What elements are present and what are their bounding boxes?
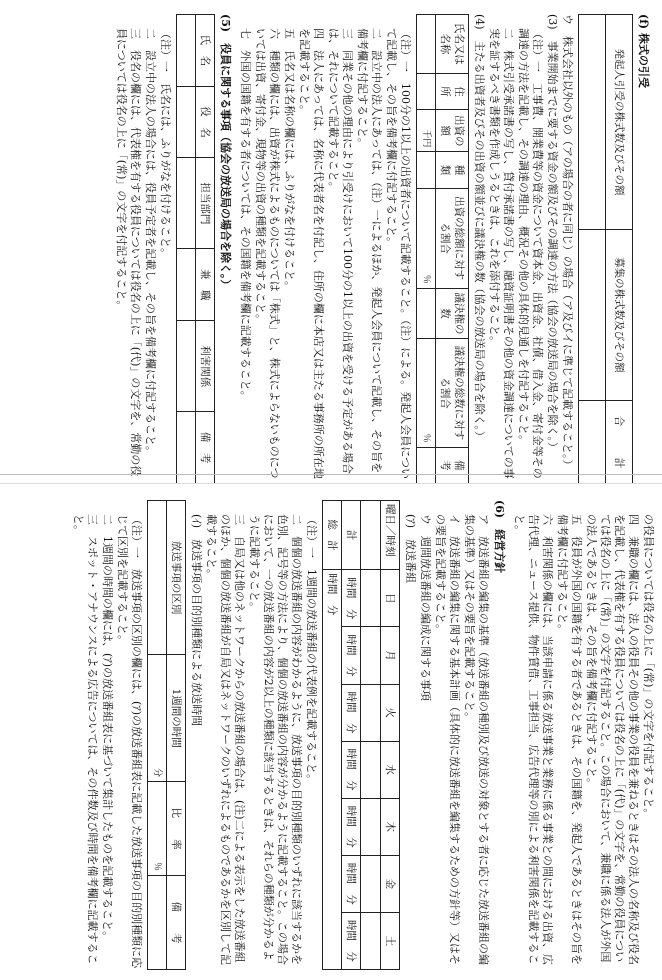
investor-note-3: 三 同業その他の理由により引受けにおいて100分の1以上の出資を受ける予定がある場合は、それについて記載すること。 xyxy=(327,28,354,474)
purpose-cell xyxy=(148,501,167,655)
officer-note-2: 二 設立中の法人の場合には、役員予定者を記載し、その旨を備考欄に付記すること。 xyxy=(144,28,157,457)
schedule-cell xyxy=(361,570,381,627)
officers-col-interest: 利害関係 xyxy=(196,321,215,412)
investors-col-share-ratio: 出資の総額に対する割合 xyxy=(436,188,469,288)
schedule-total-wed: 時間 分 xyxy=(342,741,361,798)
purpose-table xyxy=(147,500,186,970)
officers-heading: (5) 役員に関する事項（協会の放送局の場合を除く。） xyxy=(219,14,232,291)
day-fri: 金 xyxy=(381,855,400,912)
investors-col-vote-ratio: 議決権の総数に対する割合 xyxy=(436,339,469,447)
investor-note-7: 七 外国の国籍を有する者については、その国籍を備考欄に記載すること。 xyxy=(239,28,252,402)
day-sun: 日 xyxy=(381,570,400,627)
shares-cell xyxy=(579,15,606,230)
purpose-note-1: （注）一 放送事項の区別の欄には、(ｱ)の放送番組表に記載した放送事項の目的別種類に応じて区別を記載すること。 xyxy=(116,514,143,969)
purpose-note-3: 三 スポット・アナウンスによる広告については、その件数及び時間を備考欄に記載すること。 xyxy=(72,514,99,965)
schedule-corner-time: 時刻 xyxy=(384,535,396,557)
officers-col-title: 役 名 xyxy=(196,86,215,158)
page-bottom-half xyxy=(0,486,662,969)
carry-line: の役員については役名の上に「(常)」の文字を付記すること。 xyxy=(642,514,655,820)
management-heading: (6) 経営方針 xyxy=(493,500,506,574)
schedule-cell xyxy=(361,855,381,912)
schedule-note-2: 二 個個の放送番組の内容がわかるように、放送事項の目的別種類のいずれに該当するかを色別、記号等の方法により、個個の放送番組の内容が分かるように記載すること。この場合において、一の放送番組の内容が2以上の種類に該当するときは、それらの種類が分かるように記載すること。 xyxy=(248,514,303,965)
schedule-total-thu: 時間 分 xyxy=(342,798,361,855)
schedule-total-mon: 時間 分 xyxy=(342,627,361,684)
investor-note-5: 五 氏名又は名称の欄には、ふりがなを付けること。 xyxy=(283,28,296,292)
day-mon: 月 xyxy=(381,627,400,684)
investors-cell xyxy=(417,73,436,109)
carry-note-5: 五 役員が外国の国籍を有する者であるときは、その国籍を、発起人であるときはその旨を備考欄に付記すること。 xyxy=(556,514,583,965)
programs-subheading: (ｱ) 放送番組 xyxy=(404,514,417,584)
page-top-half xyxy=(0,0,662,482)
investors-col-address: 住 所 xyxy=(436,73,469,109)
day-wed: 水 xyxy=(381,741,400,798)
schedule-cell xyxy=(361,684,381,741)
schedule-cell xyxy=(361,501,381,570)
day-tue: 火 xyxy=(381,684,400,741)
officers-col-department: 担当部門 xyxy=(196,158,215,249)
schedule-grand-label: 総 計 xyxy=(323,501,342,570)
officer-note-1: （注）一 氏名には、ふりがなを付けること。 xyxy=(159,28,172,259)
officers-cell xyxy=(177,412,196,484)
schedule-cell xyxy=(361,741,381,798)
day-thu: 木 xyxy=(381,798,400,855)
purpose-col-category: 放送事項の区別 xyxy=(167,501,186,655)
shares-col-total: 合 計 xyxy=(606,400,633,483)
shares-table xyxy=(578,14,633,484)
investors-col-votes: 議決権の数 xyxy=(436,288,469,339)
unit-percent: ％ xyxy=(417,188,436,288)
purpose-note-2: 二 1週間の時間の欄には、(ｱ)の放送番組表に基づいて集計したものを記載すること。 xyxy=(101,514,114,943)
officer-note-3: 三 役名の欄には、代表権を有する役員については役名の上に「(代)」の文字を、常勤の役員については役名の上に「(常)」の文字を付記すること。 xyxy=(115,28,142,477)
page-fold-divider xyxy=(0,474,662,484)
bottom-half-content xyxy=(0,486,662,980)
purpose-unit-minutes: 分 xyxy=(148,655,167,782)
schedule-total-label: 計 xyxy=(342,501,361,570)
officers-table xyxy=(176,14,215,484)
investors-cell xyxy=(417,288,436,339)
investors-col-name: 氏名又は名称 xyxy=(436,15,469,74)
officers-cell xyxy=(177,249,196,321)
purpose-col-weekly-time: 1週間の時間 xyxy=(167,655,186,782)
funding-note-1: （注）一 工事費、開業費等の資金について資本金、出資金、社債、借入金、寄付金等その調達の方法を記載し、その調達の理由、概況その他の具体的見通しを付記すること。 xyxy=(517,28,544,479)
shares-col-founders: 発起人引受の株式数及びその額 xyxy=(606,15,633,230)
management-item-u: ウ 週間放送番組の編成に関する事項 xyxy=(419,514,432,701)
investor-note-4: 四 法人にあっては、名称に代表者名を付記し、住所の欄に本店又は主たる事務所の所在地を記載すること。 xyxy=(298,28,325,479)
officers-col-remarks: 備 考 xyxy=(196,412,215,484)
carry-note-6: 六 利害関係の欄には、当該申請に係る放送事業と業務に係る事業との間における出資、広告代理、ニュース提供、物件賃借、工事担当、広告代理等の別による利害関係を記載すること。 xyxy=(513,514,554,965)
management-item-i: イ 放送番組の編集に関する基本計画（具体的に放送番組を編集するための方針等）又はその要旨を記載すること。 xyxy=(434,514,461,965)
schedule-corner: 曜日／時刻 xyxy=(381,501,400,570)
schedule-total-fri: 時間 分 xyxy=(342,855,361,912)
carry-note-4: 四 兼職の欄には、法人の役員その他の事業の役員を兼ねるときはその法人の名称及び役名を記載し、代表権を有する役員については役名の上に「(代)」の文字を、常勤の役員については役名の上に「(常)」の文字を付記すること。この場合において、兼職に係る法人が外国の法人であるときは、その旨を備考欄に付記すること。 xyxy=(585,514,640,965)
investors-cell xyxy=(417,15,436,74)
schedule-note-3: 三 自局又は他のネットワークからの放送番組の場合は、(注)二による表示をした放送番組のほか、個個の放送番組が自局又はネットワークのいずれによるものであるかを区別して記載すること。 xyxy=(205,514,246,965)
officers-cell xyxy=(177,321,196,412)
schedule-total-sat: 時間 分 xyxy=(342,912,361,969)
shares-cell xyxy=(579,400,606,483)
investors-col-remarks: 備 考 xyxy=(436,447,469,483)
schedule-cell xyxy=(361,627,381,684)
day-sat: 土 xyxy=(381,912,400,969)
purpose-col-ratio: 比 率 xyxy=(167,782,186,876)
investor-note-1: （注）一 100分の1以上の出資者について記載すること。（注）による。発起人会員について記載し、その旨を備考欄に付記すること。 xyxy=(385,28,412,480)
officers-col-concurrent: 兼 職 xyxy=(196,249,215,321)
officers-col-name: 氏 名 xyxy=(196,15,215,87)
investors-table xyxy=(416,14,469,484)
unit-yen: 千円 xyxy=(417,110,436,152)
schedule-grand-value: 時間 分 xyxy=(323,570,342,970)
schedule-total-tue: 時間 分 xyxy=(342,684,361,741)
purpose-unit-percent: ％ xyxy=(148,782,167,876)
purpose-cell xyxy=(148,876,167,970)
shares-heading: (f) 株式の引受 xyxy=(637,14,650,88)
investors-col-type: 種 類 xyxy=(436,152,469,188)
schedule-total-sun: 時間 分 xyxy=(342,570,361,627)
schedule-cell xyxy=(361,912,381,969)
investors-cell xyxy=(417,152,436,188)
shares-col-offered: 募集の株式数及びその額 xyxy=(606,229,633,400)
investor-note-6: 六 種類の欄には、出資が株式によるものについては「株式」と、株式によらないものについては出資、寄付金、現物等の出資の種類を記載すること。 xyxy=(254,28,281,479)
funding-note-2: 二 株式引受承諾書の写し、貸付承諾書の写し、融資証明書その他の資金調達についての事実を証するべき書類を作成しうるときは、これを添付すること。 xyxy=(488,28,515,479)
weekly-schedule-table xyxy=(322,500,400,970)
officers-cell xyxy=(177,158,196,249)
shares-cell xyxy=(579,229,606,400)
investor-note-2: 二 設立中の法人にあっては、（注）一によるほか、発起人会員について記載し、その旨を備考欄に付記すること。 xyxy=(356,28,383,474)
officers-cell xyxy=(177,86,196,158)
purpose-col-remarks: 備 考 xyxy=(167,876,186,970)
management-item-a: ア 放送番組の編集の基準（放送番組の種別及び放送の対象とする者に応じた放送番組の編集の基準）又はその要旨を記載すること。 xyxy=(463,514,490,965)
purpose-subheading: (ｲ) 放送事項の目的別種類による放送時間 xyxy=(190,514,203,727)
unit-percent-2: ％ xyxy=(417,339,436,447)
item-4: (4) 主たる出資者及びその出資の額並びに議決権の数（協会の放送局の場合を除く。） xyxy=(473,14,486,442)
schedule-note-1: （注）一 1週間の放送番組の代表例を記載すること。 xyxy=(305,514,318,785)
officers-cell xyxy=(177,15,196,87)
investors-col-amount: 出資の額 xyxy=(436,110,469,152)
schedule-cell xyxy=(361,798,381,855)
item-3: (3) 事業開始までに要する資金の額及びその調達の方法（協会の放送局の場合を除く。） xyxy=(546,14,559,453)
item-u: ウ 株式会社以外のもの（アの場合の者に同じ）の場合（ア及びイに準じて記載すること。） xyxy=(561,14,574,471)
schedule-corner-day: 曜日 xyxy=(384,504,396,525)
